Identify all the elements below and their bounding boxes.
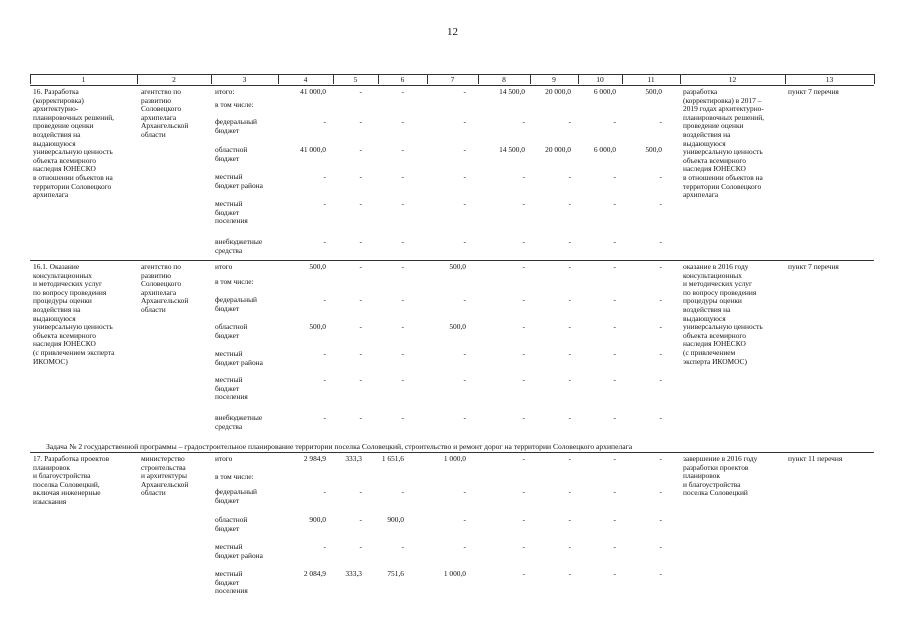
header-cell: 2 — [172, 75, 176, 84]
amount-cell: - — [613, 487, 616, 496]
funding-source: областной бюджет — [215, 322, 248, 340]
amount-cell: - — [568, 262, 571, 271]
amount-cell: 500,0 — [309, 262, 326, 271]
amount-cell: - — [659, 117, 662, 126]
amount-cell: - — [568, 295, 571, 304]
amount-cell: 41 000,0 — [300, 145, 326, 154]
amount-cell: - — [522, 542, 525, 551]
amount-cell: - — [463, 237, 466, 246]
amount-cell: - — [359, 237, 362, 246]
amount-cell: - — [323, 487, 326, 496]
row-separator — [30, 452, 874, 453]
funding-source: внебюджетные средства — [215, 413, 263, 431]
amount-cell: - — [359, 349, 362, 358]
funding-source: местный бюджет поселения — [215, 569, 248, 596]
amount-cell: - — [401, 542, 404, 551]
reference: пункт 7 перечня — [788, 262, 839, 271]
amount-cell: - — [463, 199, 466, 208]
amount-cell: - — [522, 454, 525, 463]
amount-cell: - — [401, 262, 404, 271]
amount-cell: - — [568, 413, 571, 422]
funding-source: в том числе: — [215, 100, 254, 109]
funding-source: местный бюджет поселения — [215, 199, 248, 226]
amount-cell: 6 000,0 — [593, 87, 616, 96]
header-cell: 8 — [502, 75, 506, 84]
funding-source: местный бюджет района — [215, 349, 263, 367]
amount-cell: - — [323, 542, 326, 551]
funding-source: областной бюджет — [215, 515, 248, 533]
amount-cell: - — [659, 295, 662, 304]
amount-cell: - — [659, 349, 662, 358]
amount-cell: - — [659, 199, 662, 208]
amount-cell: - — [568, 569, 571, 578]
amount-cell: - — [522, 487, 525, 496]
responsible-executor: министерство строительства и архитектуры Архангельской области — [141, 454, 189, 498]
header-cell: 3 — [242, 75, 247, 84]
amount-cell: - — [463, 413, 466, 422]
amount-cell: 500,0 — [645, 87, 662, 96]
amount-cell: - — [359, 199, 362, 208]
funding-source: итого — [215, 262, 233, 271]
header-cell: 6 — [400, 75, 405, 84]
amount-cell: - — [613, 172, 616, 181]
funding-source: внебюджетные средства — [215, 237, 263, 255]
header-cell: 10 — [596, 75, 604, 84]
amount-cell: - — [522, 262, 525, 271]
responsible-executor: агентство по развитию Соловецкого архипелага Архангельской области — [141, 87, 189, 139]
amount-cell: - — [613, 569, 616, 578]
amount-cell: 500,0 — [449, 262, 466, 271]
funding-source: областной бюджет — [215, 145, 248, 163]
amount-cell: - — [401, 487, 404, 496]
amount-cell: - — [359, 487, 362, 496]
amount-cell: - — [659, 262, 662, 271]
amount-cell: 1 651,6 — [381, 454, 404, 463]
funding-source: в том числе: — [215, 472, 254, 481]
amount-cell: - — [613, 117, 616, 126]
amount-cell: - — [659, 375, 662, 384]
amount-cell: - — [463, 542, 466, 551]
amount-cell: 1 000,0 — [443, 569, 466, 578]
amount-cell: 14 500,0 — [499, 145, 525, 154]
task-2-heading: Задача № 2 государственной программы – градостроительное планирование территории поселка Соловецкий, строительство и ремонт дорог на территории Соловецкого архипелага — [46, 442, 633, 451]
amount-cell: - — [659, 413, 662, 422]
amount-cell: - — [568, 454, 571, 463]
amount-cell: - — [568, 322, 571, 331]
amount-cell: - — [401, 349, 404, 358]
amount-cell: 333,3 — [345, 454, 362, 463]
amount-cell: - — [522, 172, 525, 181]
header-cell: 13 — [825, 75, 834, 84]
header-cell: 9 — [552, 75, 556, 84]
amount-cell: 751,6 — [387, 569, 404, 578]
amount-cell: - — [568, 117, 571, 126]
funding-source: в том числе: — [215, 277, 254, 286]
amount-cell: - — [401, 413, 404, 422]
item-name: 16.1. Оказание консультационных и методических услуг по вопросу проведения процедуры оценки воздействия на выдающуюся универсальную ценность объекта всемирного наследия ЮНЕСКО (с привлечением эксперта ИКОМОС) — [33, 262, 115, 366]
amount-cell: 900,0 — [309, 515, 326, 524]
amount-cell: - — [359, 262, 362, 271]
amount-cell: - — [522, 295, 525, 304]
amount-cell: 500,0 — [645, 145, 662, 154]
header-cell: 11 — [647, 75, 655, 84]
amount-cell: - — [613, 262, 616, 271]
amount-cell: - — [359, 145, 362, 154]
amount-cell: 6 000,0 — [593, 145, 616, 154]
funding-source: итого: — [215, 87, 235, 96]
amount-cell: - — [323, 237, 326, 246]
amount-cell: - — [401, 117, 404, 126]
amount-cell: - — [401, 199, 404, 208]
amount-cell: - — [359, 87, 362, 96]
amount-cell: - — [401, 295, 404, 304]
amount-cell: - — [401, 145, 404, 154]
amount-cell: - — [613, 237, 616, 246]
expected-result: оказание в 2016 году консультационных и методических услуг по вопросу проведения процедуры оценки воздействия на выдающуюся универсальную ценность объекта всемирного наследия ЮНЕСКО (с привлечением эксперта ИКОМОС) — [683, 262, 763, 366]
amount-cell: - — [613, 413, 616, 422]
amount-cell: 900,0 — [387, 515, 404, 524]
amount-cell: - — [359, 375, 362, 384]
reference: пункт 7 перечня — [788, 87, 839, 96]
amount-cell: - — [659, 487, 662, 496]
amount-cell: - — [613, 199, 616, 208]
amount-cell: - — [659, 237, 662, 246]
amount-cell: - — [401, 237, 404, 246]
amount-cell: - — [613, 515, 616, 524]
amount-cell: - — [463, 515, 466, 524]
funding-source: федеральный бюджет — [215, 117, 257, 135]
amount-cell: - — [613, 542, 616, 551]
amount-cell: - — [659, 542, 662, 551]
funding-source: федеральный бюджет — [215, 295, 257, 313]
page-number: 12 — [447, 26, 458, 38]
amount-cell: - — [659, 569, 662, 578]
amount-cell: - — [613, 322, 616, 331]
amount-cell: 500,0 — [449, 322, 466, 331]
amount-cell: 41 000,0 — [300, 87, 326, 96]
amount-cell: - — [522, 117, 525, 126]
amount-cell: - — [613, 375, 616, 384]
amount-cell: - — [659, 172, 662, 181]
amount-cell: - — [568, 172, 571, 181]
expected-result: разработка (корректировка) в 2017 – 2019 годах архитектурно- планировочных решений, проведение оценки воздействия на выдающуюся универсальную ценность объекта всемирного наследия ЮНЕСКО в отношении объектов на территории Соловецкого архипелага — [683, 87, 765, 200]
funding-source: местный бюджет района — [215, 542, 263, 560]
amount-cell: 20 000,0 — [545, 145, 571, 154]
amount-cell: - — [522, 515, 525, 524]
amount-cell: - — [463, 117, 466, 126]
amount-cell: - — [463, 375, 466, 384]
amount-cell: - — [323, 295, 326, 304]
amount-cell: - — [323, 172, 326, 181]
amount-cell: - — [522, 375, 525, 384]
amount-cell: - — [359, 172, 362, 181]
amount-cell: - — [659, 454, 662, 463]
amount-cell: - — [323, 199, 326, 208]
amount-cell: - — [323, 413, 326, 422]
amount-cell: - — [613, 349, 616, 358]
responsible-executor: агентство по развитию Соловецкого архипелага Архангельской области — [141, 262, 189, 314]
funding-source: местный бюджет района — [215, 172, 263, 190]
amount-cell: - — [463, 487, 466, 496]
amount-cell: 500,0 — [309, 322, 326, 331]
amount-cell: - — [359, 322, 362, 331]
amount-cell: - — [522, 237, 525, 246]
funding-source: федеральный бюджет — [215, 487, 257, 505]
amount-cell: - — [401, 322, 404, 331]
funding-source: итого — [215, 454, 233, 463]
item-name: 16. Разработка (корректировка) архитектурно- планировочных решений, проведение оценки воздействия на выдающуюся универсальную ценность объекта всемирного наследия ЮНЕСКО в отношении объектов на территории Соловецкого архипелага — [33, 87, 115, 200]
amount-cell: - — [568, 199, 571, 208]
amount-cell: 20 000,0 — [545, 87, 571, 96]
amount-cell: 14 500,0 — [499, 87, 525, 96]
amount-cell: - — [659, 515, 662, 524]
amount-cell: - — [568, 542, 571, 551]
amount-cell: 1 000,0 — [443, 454, 466, 463]
amount-cell: - — [359, 295, 362, 304]
amount-cell: - — [659, 322, 662, 331]
amount-cell: - — [401, 375, 404, 384]
amount-cell: - — [463, 87, 466, 96]
amount-cell: 333,3 — [345, 569, 362, 578]
header-cell: 5 — [353, 75, 358, 84]
amount-cell: - — [359, 515, 362, 524]
header-cell: 7 — [450, 75, 455, 84]
expected-result: завершение в 2016 году разработки проектов планировок и благоустройства поселка Соловецкий — [683, 454, 758, 498]
amount-cell: - — [359, 542, 362, 551]
amount-cell: - — [522, 322, 525, 331]
amount-cell: - — [613, 295, 616, 304]
header-divider — [874, 74, 875, 84]
amount-cell: 2 984,9 — [303, 454, 326, 463]
amount-cell: - — [359, 413, 362, 422]
amount-cell: - — [522, 199, 525, 208]
amount-cell: - — [568, 349, 571, 358]
amount-cell: - — [522, 349, 525, 358]
amount-cell: - — [522, 413, 525, 422]
amount-cell: - — [463, 349, 466, 358]
amount-cell: - — [323, 117, 326, 126]
amount-cell: - — [463, 172, 466, 181]
amount-cell: - — [568, 487, 571, 496]
row-separator — [30, 260, 874, 261]
item-name: 17. Разработка проектов планировок и благоустройства поселка Соловецкий, включая инженерные изыскания — [33, 454, 110, 506]
amount-cell: - — [522, 569, 525, 578]
reference: пункт 11 перечня — [788, 454, 843, 463]
amount-cell: - — [359, 117, 362, 126]
amount-cell: - — [568, 375, 571, 384]
amount-cell: - — [463, 295, 466, 304]
header-cell: 4 — [303, 75, 308, 84]
amount-cell: - — [568, 515, 571, 524]
amount-cell: - — [323, 375, 326, 384]
amount-cell: - — [463, 145, 466, 154]
amount-cell: 2 084,9 — [303, 569, 326, 578]
amount-cell: - — [323, 349, 326, 358]
amount-cell: - — [568, 237, 571, 246]
amount-cell: - — [401, 172, 404, 181]
header-cell: 12 — [728, 75, 737, 84]
header-cell: 1 — [81, 75, 86, 84]
funding-source: местный бюджет поселения — [215, 375, 248, 402]
amount-cell: - — [401, 87, 404, 96]
amount-cell: - — [613, 454, 616, 463]
